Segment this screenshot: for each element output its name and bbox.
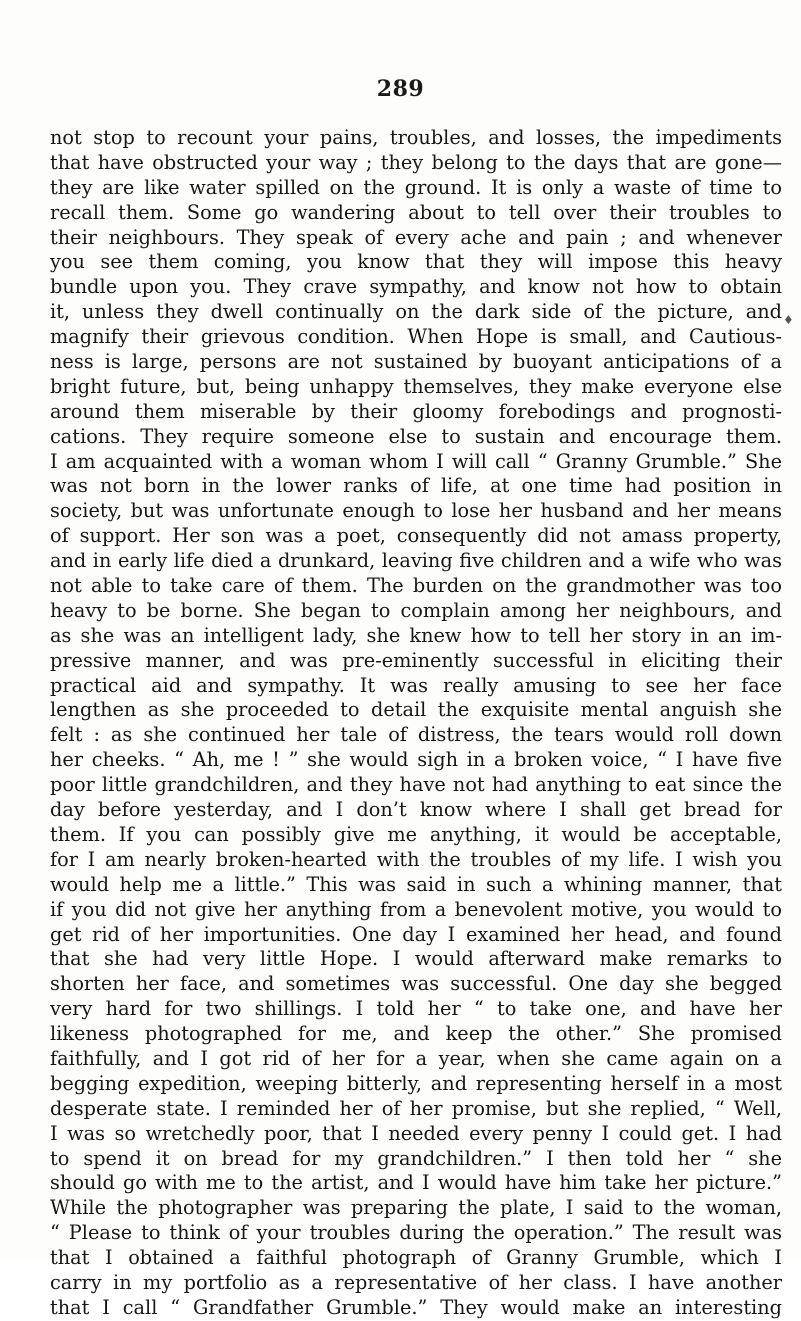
text-line: if you did not give her anything from a benevolent motive, you would to — [50, 897, 782, 921]
text-line: of support. Her son was a poet, consequently did not amass property, — [50, 524, 782, 548]
text-line: her cheeks. “ Ah, me ! ” she would sigh in a broken voice, “ I have five — [50, 748, 782, 772]
text-line: as she was an intelligent lady, she knew how to tell her story in an im- — [50, 623, 782, 647]
text-line: them. If you can possibly give me anything, it would be acceptable, — [50, 822, 782, 846]
text-line: I am acquainted with a woman whom I will call “ Granny Grumble.” She — [50, 449, 782, 473]
text-line: magnify their grievous condition. When Hope is small, and Cautious- — [50, 325, 782, 349]
text-line: recall them. Some go wandering about to tell over their troubles to — [50, 200, 782, 224]
text-line: for I am nearly broken-hearted with the troubles of my life. I wish you — [50, 847, 782, 871]
text-line: should go with me to the artist, and I would have him take her picture.” — [50, 1171, 782, 1195]
text-line: begging expedition, weeping bitterly, and representing herself in a most — [50, 1071, 782, 1095]
text-line: was not born in the lower ranks of life, at one time had position in — [50, 474, 782, 498]
text-line: and in early life died a drunkard, leaving five children and a wife who was — [50, 549, 782, 573]
text-line: likeness photographed for me, and keep the other.” She promised — [50, 1022, 782, 1046]
text-line: I was so wretchedly poor, that I needed every penny I could get. I had — [50, 1121, 782, 1145]
text-line: not stop to recount your pains, troubles, and losses, the impediments — [50, 126, 782, 149]
text-line: “ Please to think of your troubles during the operation.” The result was — [50, 1221, 782, 1245]
text-line: around them miserable by their gloomy forebodings and prognosti- — [50, 399, 782, 423]
text-line: faithfully, and I got rid of her for a year, when she came again on a — [50, 1046, 782, 1070]
text-line: would help me a little.” This was said in such a whining manner, that — [50, 872, 782, 896]
text-line: that have obstructed your way ; they belong to the days that are gone— — [50, 150, 782, 174]
text-line: poor little grandchildren, and they have not had anything to eat since the — [50, 773, 782, 797]
text-line: ness is large, persons are not sustained by buoyant anticipations of a — [50, 350, 782, 374]
text-line: society, but was unfortunate enough to lose her husband and her means — [50, 499, 782, 523]
text-line: practical aid and sympathy. It was really amusing to see her face — [50, 673, 782, 697]
text-line: heavy to be borne. She began to complain among her neighbours, and — [50, 598, 782, 622]
text-line: day before yesterday, and I don’t know where I shall get bread for — [50, 798, 782, 822]
text-line: very hard for two shillings. I told her “ to take one, and have her — [50, 997, 782, 1021]
text-line: to spend it on bread for my grandchildren.” I then told her “ she — [50, 1146, 782, 1170]
text-line: not able to take care of them. The burden on the grandmother was too — [50, 574, 782, 598]
text-line: desperate state. I reminded her of her promise, but she replied, “ Well, — [50, 1096, 782, 1120]
text-line: it, unless they dwell continually on the dark side of the picture, and — [50, 300, 782, 324]
text-line: that she had very little Hope. I would afterward make remarks to — [50, 947, 782, 971]
text-line: you see them coming, you know that they will impose this heavy — [50, 250, 782, 274]
text-line: bright future, but, being unhappy themselves, they make everyone else — [50, 374, 782, 398]
text-line: bundle upon you. They crave sympathy, and know not how to obtain — [50, 275, 782, 299]
text-line: carry in my portfolio as a representative of her class. I have another — [50, 1270, 782, 1294]
text-line: pressive manner, and was pre-eminently successful in eliciting their — [50, 648, 782, 672]
text-line: they are like water spilled on the ground. It is only a waste of time to — [50, 175, 782, 199]
text-line: lengthen as she proceeded to detail the exquisite mental anguish she — [50, 698, 782, 722]
text-line: get rid of her importunities. One day I examined her head, and found — [50, 922, 782, 946]
page-number: 289 — [376, 76, 425, 102]
text-line: that I obtained a faithful photograph of Granny Grumble, which I — [50, 1246, 782, 1270]
text-line: shorten her face, and sometimes was successful. One day she begged — [50, 972, 782, 996]
text-line: cations. They require someone else to sustain and encourage them. — [50, 424, 782, 448]
text-line: that I call “ Grandfather Grumble.” They would make an interesting — [50, 1295, 782, 1319]
margin-mark-icon: ♦ — [783, 313, 794, 327]
text-line: felt : as she continued her tale of distress, the tears would roll down — [50, 723, 782, 747]
text-line: their neighbours. They speak of every ache and pain ; and whenever — [50, 225, 782, 249]
text-line: While the photographer was preparing the plate, I said to the woman, — [50, 1196, 782, 1220]
body-text — [50, 126, 782, 1321]
